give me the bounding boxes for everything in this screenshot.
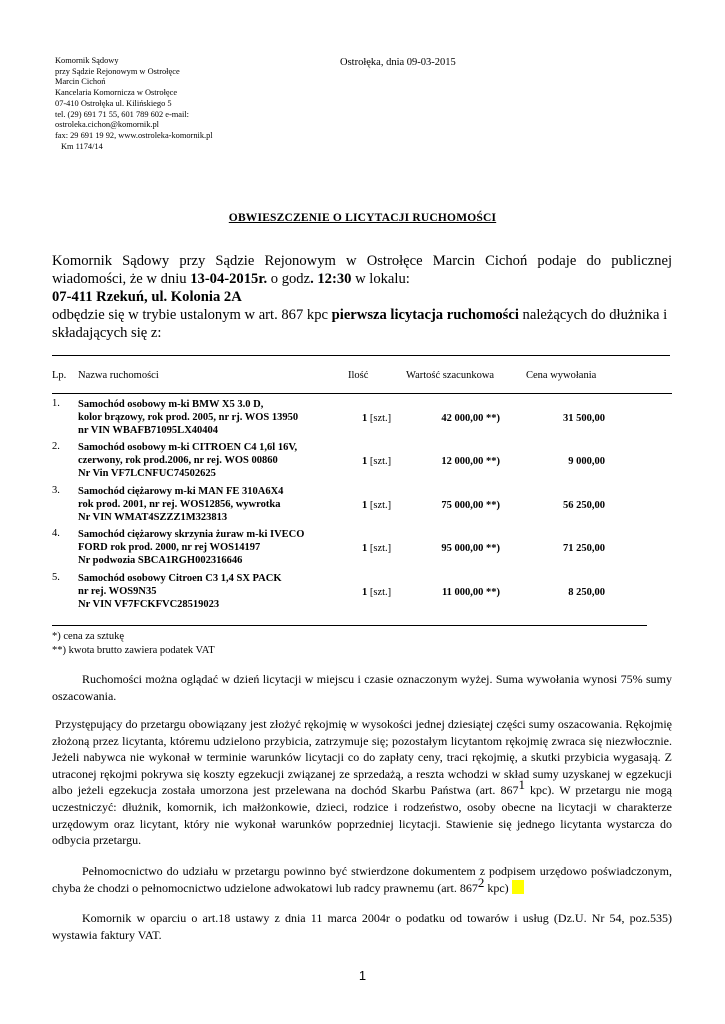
row-lp: 3. — [52, 485, 60, 496]
table-row — [52, 572, 672, 617]
qty-unit: [szt.] — [367, 543, 392, 554]
row-qty — [362, 456, 391, 467]
paragraph-fragment: Przystępujący do przetargu obowiązany jest złożyć rękojmię w wysokości jednej dziesiątej części sumy oszacowania. Rękojmię złożoną przez licytanta, któremu udzielono przybicia, zatrzymuje się; pozostałym licytantom rękojmię zwraca się niezwłocznie. Jeżeli nabywca nie wykonał w terminie warunków licytacji co do zapłaty ceny, traci rękojmię, a skutki przybicia wygasają. Z utraconej rękojmi pokrywa się koszty egzekucji związanej ze sprzedażą, a reszta wchodzi w skład sumy uzyskanej w egzekucji albo jeżeli egzekucja została umorzona jest przelewana na dochód Skarbu Państwa (art. 867 — [52, 717, 672, 798]
auction-address — [52, 288, 672, 306]
row-lp: 1. — [52, 398, 60, 409]
intro-line — [52, 306, 672, 324]
row-qty — [362, 587, 391, 598]
paragraph-text: Komornik w oparciu o art.18 ustawy z dnia 11 marca 2004r o podatku od towarów i usług (Dz.U. Nr 54, poz.535) wystawia faktury VAT. — [52, 911, 672, 942]
auction-type: pierwsza licytacja ruchomości — [331, 307, 519, 323]
row-name-line: Nr podwozia SBCA1RGH002316646 — [78, 555, 243, 567]
footnotes — [52, 630, 215, 658]
deposit-paragraph — [52, 716, 672, 849]
paragraph-fragment: Pełnomocnictwo do udziału w przetargu powinno być stwierdzone dokumentem z podpisem urzędowo poświadczonym, chyba że chodzi o pełnomocnictwo udzielone adwokatowi lub radcy prawnemu (art. 867 — [52, 864, 672, 895]
row-name — [78, 398, 358, 438]
intro-text — [52, 252, 672, 342]
row-name-line: Nr VIN VF7FCKFVC28519023 — [78, 599, 220, 611]
address-text: 07-411 Rzekuń, ul. Kolonia 2A — [52, 289, 242, 305]
vat-paragraph — [52, 910, 672, 943]
row-lp: 2. — [52, 441, 60, 452]
table-row — [52, 441, 672, 486]
row-lp: 4. — [52, 528, 60, 539]
intro-fragment: o godz — [267, 271, 311, 287]
row-value: 11 000,00 **) — [441, 587, 500, 598]
qty-unit: [szt.] — [367, 587, 392, 598]
col-header-qty: Ilość — [348, 370, 369, 381]
divider — [52, 355, 670, 356]
superscript: 1 — [518, 777, 525, 793]
row-name-line: rok prod. 2001, nr rej. WOS12856, wywrotka — [78, 499, 281, 511]
table-row — [52, 485, 672, 530]
row-name — [78, 485, 358, 525]
table-row — [52, 398, 672, 443]
office-line: Kancelaria Komornicza w Ostrołęce — [55, 88, 178, 98]
row-value: 75 000,00 **) — [441, 500, 500, 511]
office-line: przy Sądzie Rejonowym w Ostrołęce — [55, 66, 180, 76]
intro-line: Komornik Sądowy przy Sądzie Rejonowym w Ostrołęce Marcin Cichoń podaje do publicznej — [52, 253, 672, 269]
row-name-line: kolor brązowy, rok prod. 2005, nr rj. WOS 13950 — [78, 412, 299, 424]
qty-unit: [szt.] — [367, 413, 392, 424]
place-date: Ostrołęka, dnia 09-03-2015 — [340, 57, 456, 68]
row-name-line: Samochód osobowy m-ki CITROEN C4 1,6l 16V, — [78, 442, 298, 453]
superscript: 2 — [477, 874, 485, 890]
row-value: 95 000,00 **) — [441, 543, 500, 554]
document-title: OBWIESZCZENIE O LICYTACJI RUCHOMOŚCI — [228, 212, 497, 224]
row-qty — [362, 413, 391, 424]
proxy-paragraph — [52, 863, 672, 896]
paragraph-text — [52, 863, 672, 896]
office-header — [55, 56, 213, 152]
paragraph-fragment: kpc) — [484, 880, 512, 895]
row-name — [78, 441, 358, 481]
col-header-price: Cena wywołania — [526, 370, 597, 381]
intro-fragment: należących do dłużnika i — [518, 307, 668, 323]
row-name-line: Samochód osobowy Citroen C3 1,4 SX PACK — [78, 573, 282, 584]
table-footer-divider — [52, 625, 647, 626]
viewing-paragraph — [52, 671, 672, 704]
footnote: *) cena za sztukę — [52, 631, 124, 642]
case-number: Km 1174/14 — [61, 141, 103, 151]
intro-line — [52, 270, 672, 288]
row-name — [78, 572, 358, 612]
row-name-line: FORD rok prod. 2000, nr rej WOS14197 — [78, 542, 261, 554]
row-name-line: nr VIN WBAFB71095LX40404 — [78, 425, 219, 437]
row-price: 71 250,00 — [563, 543, 605, 554]
table-header-divider — [52, 393, 672, 394]
row-price: 8 250,00 — [568, 587, 605, 598]
office-line: 07-410 Ostrołęka ul. Kilińskiego 5 — [55, 98, 172, 108]
qty-unit: [szt.] — [367, 500, 392, 511]
intro-fragment: wiadomości, że w dniu — [52, 271, 191, 287]
row-price: 56 250,00 — [563, 500, 605, 511]
row-name — [78, 528, 358, 568]
qty-number: 1 — [362, 500, 368, 511]
row-name-line: Nr VIN WMAT4SZZZ1M323813 — [78, 512, 228, 524]
qty-number: 1 — [362, 543, 368, 554]
footnote: **) kwota brutto zawiera podatek VAT — [52, 645, 215, 656]
col-header-value: Wartość szacunkowa — [406, 370, 495, 381]
qty-number: 1 — [362, 456, 368, 467]
paragraph-fragment: kpc). W przetargu nie mogą uczestniczyć: dłużnik, komornik, ich małżonkowie, dzieci, rodzice i rodzeństwo, osoby obecne na licytacji w charakterze urzędowym oraz licytant, który nie wykonał warunków poprzedniej licytacji. Stawienie się jednego licytanta wystarcza do odbycia przetargu. — [52, 783, 672, 848]
row-name-line: Samochód ciężarowy skrzynia żuraw m-ki IVECO — [78, 529, 305, 540]
row-qty — [362, 500, 391, 511]
intro-fragment: w lokalu: — [351, 271, 410, 287]
paragraph-text — [52, 716, 672, 849]
col-header-lp: Lp. — [52, 370, 67, 381]
page-number: 1 — [358, 968, 367, 983]
row-name-line: Samochód ciężarowy m-ki MAN FE 310A6X4 — [78, 486, 284, 497]
row-name-line: Samochód osobowy m-ki BMW X5 3.0 D, — [78, 399, 264, 410]
office-line: fax: 29 691 19 92, www.ostroleka-komornik.pl — [55, 130, 213, 140]
paragraph-text: Ruchomości można oglądać w dzień licytacji w miejscu i czasie oznaczonym wyżej. Suma wywołania wynosi 75% sumy oszacowania. — [52, 672, 672, 703]
row-value: 12 000,00 **) — [441, 456, 500, 467]
office-line: ostroleka.cichon@komornik.pl — [55, 120, 160, 130]
qty-number: 1 — [362, 587, 368, 598]
row-name-line: nr rej. WOS9N35 — [78, 586, 157, 598]
intro-line: składających się z: — [52, 325, 162, 341]
col-header-name: Nazwa ruchomości — [78, 370, 159, 381]
row-value: 42 000,00 **) — [441, 413, 500, 424]
row-price: 31 500,00 — [563, 413, 605, 424]
office-line: Komornik Sądowy — [55, 56, 119, 65]
auction-time: . 12:30 — [310, 271, 352, 287]
qty-unit: [szt.] — [367, 456, 392, 467]
qty-number: 1 — [362, 413, 368, 424]
table-row — [52, 528, 672, 573]
office-line: tel. (29) 691 71 55, 601 789 602 e-mail: — [55, 109, 189, 119]
auction-date: 13-04-2015r. — [190, 271, 268, 287]
row-price: 9 000,00 — [568, 456, 605, 467]
office-line: Marcin Cichoń — [55, 77, 106, 87]
row-qty — [362, 543, 391, 554]
row-name-line: Nr Vin VF7LCNFUC74502625 — [78, 468, 216, 480]
row-name-line: czerwony, rok prod.2006, nr rej. WOS 00860 — [78, 455, 278, 467]
row-lp: 5. — [52, 572, 60, 583]
intro-fragment: odbędzie się w trybie ustalonym w art. 867 kpc — [52, 307, 332, 323]
yellow-highlight-mark — [512, 880, 524, 894]
